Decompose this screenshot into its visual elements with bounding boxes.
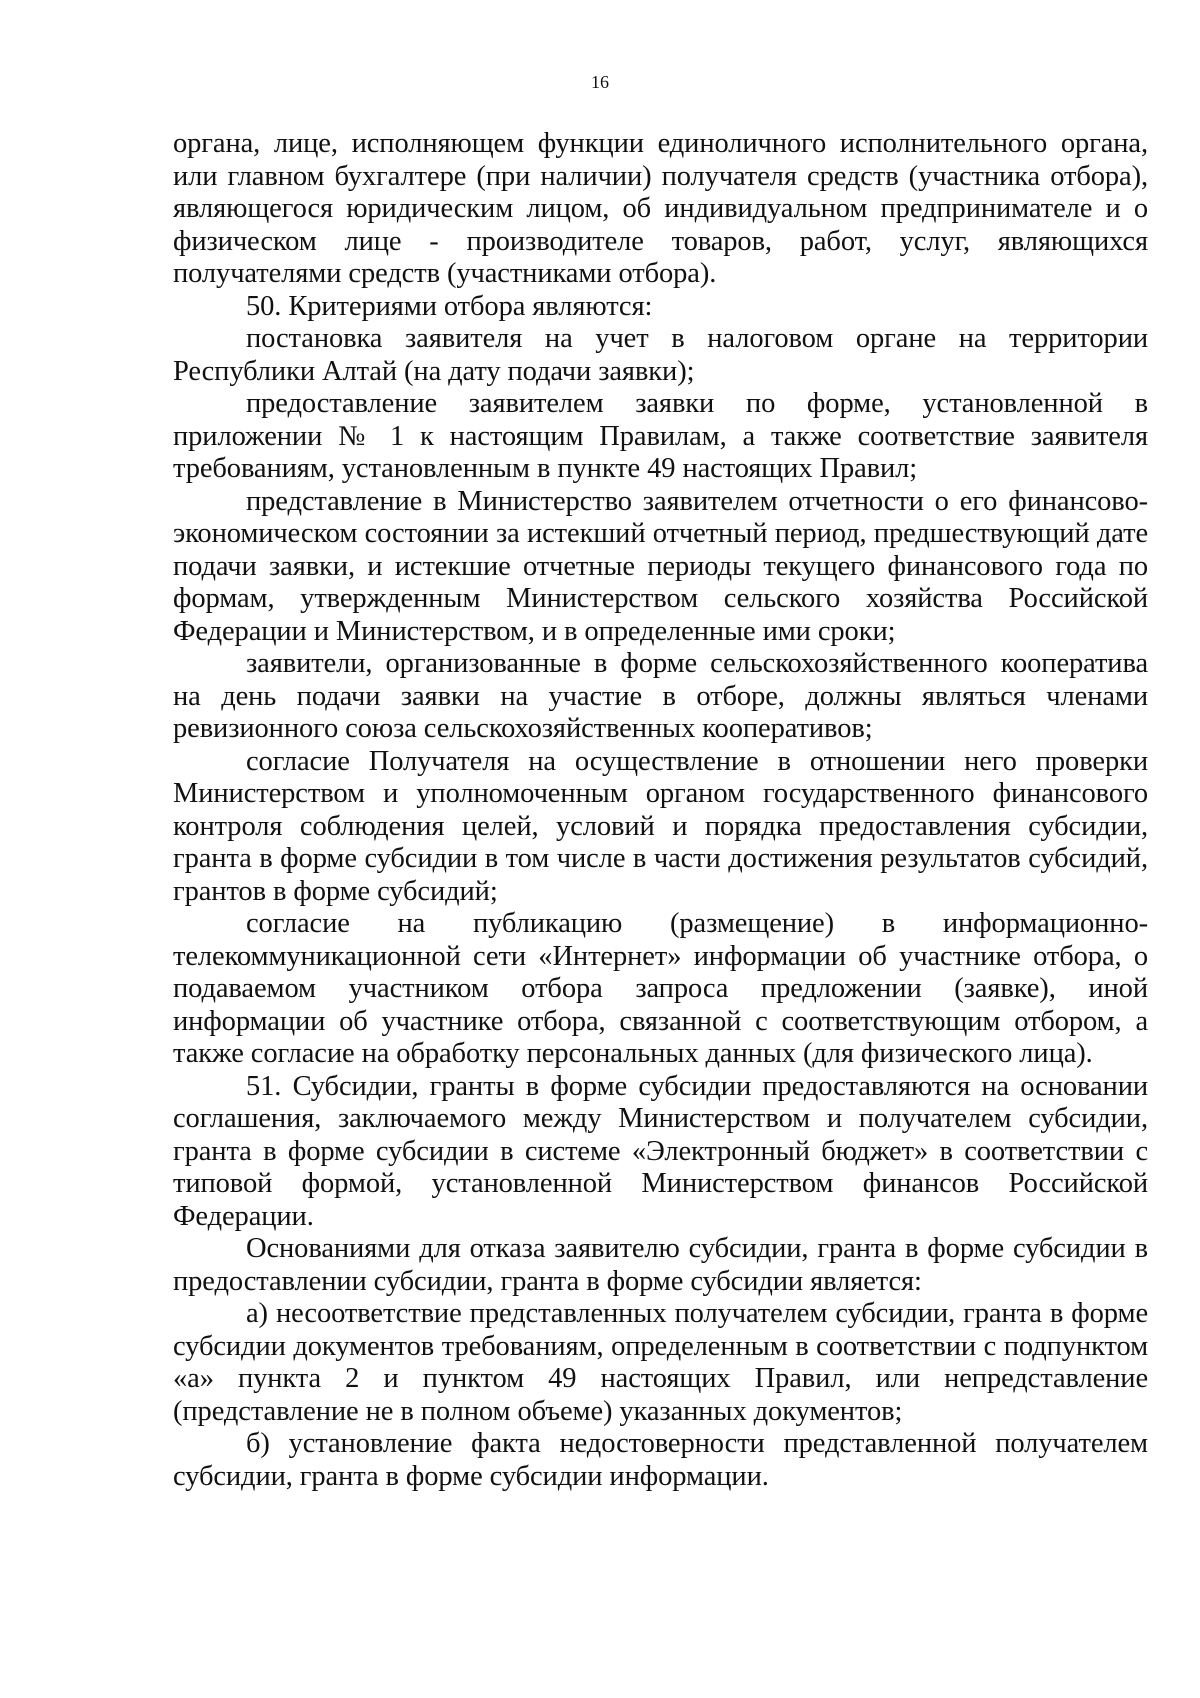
paragraph-refusal-item-a: а) несоответствие представленных получателем субсидии, гранта в форме субсидии документов требованиям, определенным в соответствии с подпунктом «а» пункта 2 и пунктом 49 настоящих Правил, или непредставление (представление не в полном объеме) указанных документов; <box>173 1298 1148 1427</box>
paragraph-criterion-cooperative: заявители, организованные в форме сельскохозяйственного кооператива на день подачи заявки на участие в отборе, должны являться членами ревизионного союза сельскохозяйственных кооперативов; <box>173 648 1148 744</box>
paragraph-clause-51: 51. Субсидии, гранты в форме субсидии предоставляются на основании соглашения, заключаемого между Министерством и получателем субсидии, гранта в форме субсидии в системе «Электронный бюджет» в соответствии с типовой формой, установленной Министерством финансов Российской Федерации. <box>173 1070 1148 1232</box>
paragraph-criterion-publication-consent: согласие на публикацию (размещение) в информационно-телекоммуникационной сети «Интернет» информации об участнике отбора, о подаваемом участником отбора запроса предложении (заявке), иной информации об участнике отбора, связанной с соответствующим отбором, а также согласие на обработку персональных данных (для физического лица). <box>173 908 1148 1069</box>
paragraph-refusal-grounds: Основаниями для отказа заявителю субсидии, гранта в форме субсидии в предоставлении субсидии, гранта в форме субсидии является: <box>173 1233 1148 1297</box>
document-body <box>173 128 1148 1493</box>
page-number: 16 <box>591 72 609 92</box>
paragraph-criterion-application: предоставление заявителем заявки по форме, установленной в приложении № 1 к настоящим Правилам, а также соответствие заявителя требованиям, установленным в пункте 49 настоящих Правил; <box>173 388 1148 484</box>
paragraph-criterion-audit-consent: согласие Получателя на осуществление в отношении него проверки Министерством и уполномоченным органом государственного финансового контроля соблюдения целей, условий и порядка предоставления субсидии, гранта в форме субсидии в том числе в части достижения результатов субсидий, грантов в форме субсидий; <box>173 745 1148 907</box>
paragraph-refusal-item-b: б) установление факта недостоверности представленной получателем субсидии, гранта в форме субсидии информации. <box>173 1428 1148 1492</box>
paragraph-continuation: органа, лице, исполняющем функции единоличного исполнительного органа, или главном бухгалтере (при наличии) получателя средств (участника отбора), являющегося юридическим лицом, об индивидуальном предпринимателе и о физическом лице - производителе товаров, работ, услуг, являющихся получателями средств (участниками отбора). <box>173 128 1148 289</box>
paragraph-criterion-tax-registration: постановка заявителя на учет в налоговом органе на территории Республики Алтай (на дату подачи заявки); <box>173 323 1148 387</box>
paragraph-criterion-reporting: представление в Министерство заявителем отчетности о его финансово-экономическом состоянии за истекший отчетный период, предшествующий дате подачи заявки, и истекшие отчетные периоды текущего финансового года по формам, утвержденным Министерством сельского хозяйства Российской Федерации и Министерством, и в определенные ими сроки; <box>173 485 1148 647</box>
paragraph-clause-50: 50. Критериями отбора являются: <box>246 290 653 322</box>
